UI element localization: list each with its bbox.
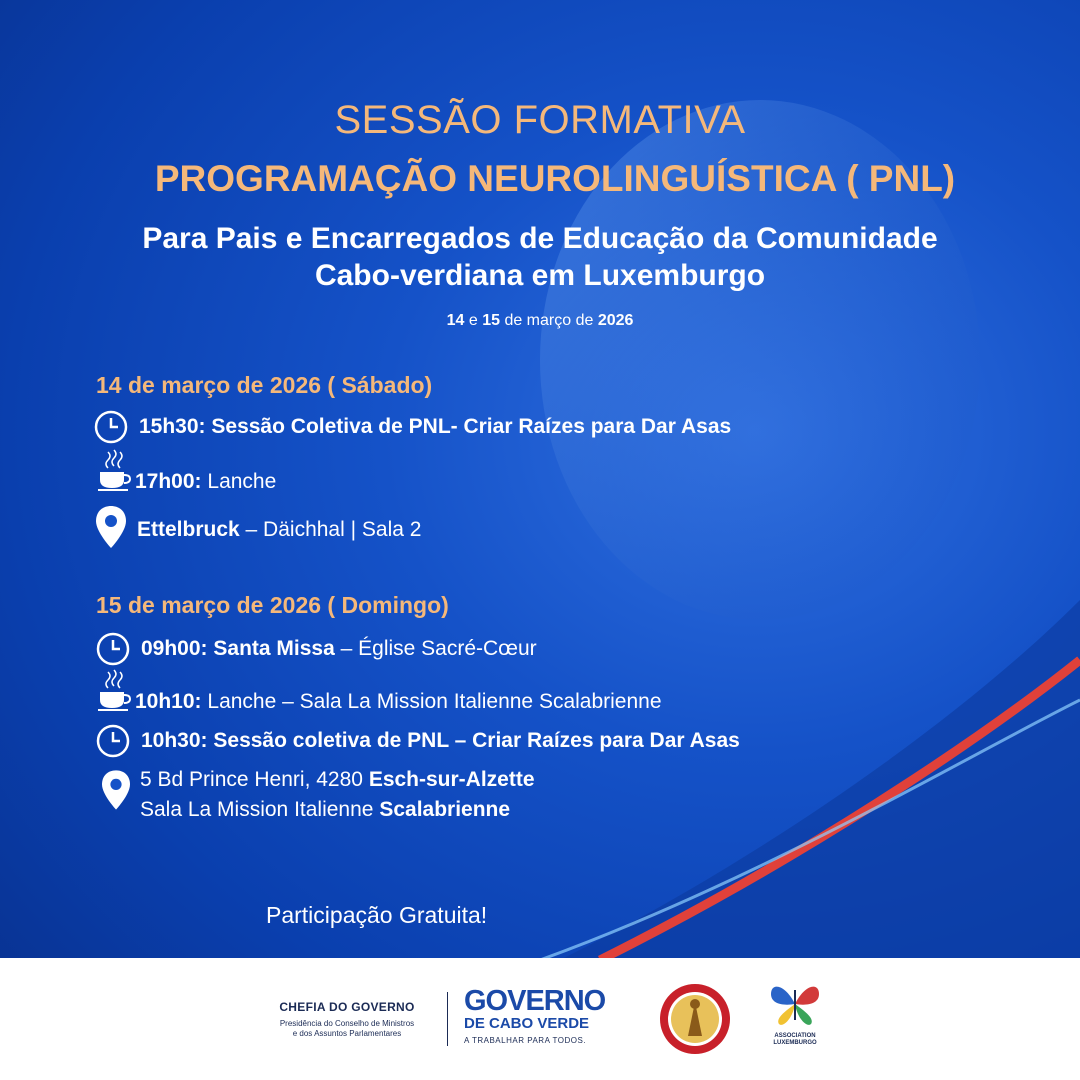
day2-item-1-text: – Église Sacré-Cœur [340,637,537,660]
day2-location-venue-bold: Scalabrienne [379,798,511,821]
free-participation: Participação Gratuita! [266,902,488,928]
day2-location-address: 5 Bd Prince Henri, 4280 [140,768,363,791]
apadoc-text-2: LUXEMBURGO [773,1040,817,1046]
coffee-cup-icon [96,668,132,712]
day2-item-3 [141,729,740,753]
day2-location-line-1 [140,768,535,792]
governo-slogan: A TRABALHAR PARA TODOS. [464,1036,587,1045]
day2-item-2-time: 10h10: [135,690,202,713]
governo-de: DE [464,1015,485,1032]
day2-item-3-time: 10h30: [141,729,208,752]
date-and: e [468,312,478,329]
day1-item-1-text: Sessão Coletiva de PNL- Criar Raízes para Dar Asas [211,415,732,438]
clock-icon [96,632,130,666]
day2-item-3-text: Sessão coletiva de PNL – Criar Raízes para Dar Asas [213,729,740,752]
day1-item-2-time: 17h00: [135,470,202,493]
governo-cabo-verde: CABO VERDE [489,1015,590,1032]
day1-location [137,518,421,542]
chefia-subtitle [262,1019,432,1039]
chefia-sub-2: e dos Assuntos Parlamentares [292,1029,402,1038]
map-pin-icon [96,506,126,548]
apadoc-text-1: ASSOCIATION [774,1033,816,1039]
day1-item-1-time: 15h30: [139,415,206,438]
day1-item-2-text: Lanche [207,470,277,493]
chefia-sub-1: Presidência do Conselho de Ministros [279,1019,415,1028]
coffee-cup-icon [96,448,132,492]
date-month: de março de [504,312,594,329]
butterfly-icon [767,980,823,1028]
red-seal-logo [658,982,732,1056]
day2-item-1-bold: Santa Missa [213,637,335,660]
audience-title [0,220,1080,294]
day2-item-2-text: Lanche – Sala La Mission Italienne Scalabrienne [207,690,662,713]
audience-line-2: Cabo-verdiana em Luxemburgo [314,259,766,292]
chefia-title: CHEFIA DO GOVERNO [279,1000,415,1014]
day1-item-1 [139,415,731,439]
program-title: PROGRAMAÇÃO NEUROLINGUÍSTICA ( PNL) [154,158,956,199]
day2-title: 15 de março de 2026 ( Domingo) [96,592,449,618]
clock-icon [96,724,130,758]
day1-item-2 [135,470,276,494]
footer-logos [0,958,1080,1080]
date-year: 2026 [597,312,634,329]
map-pin-icon [102,770,130,810]
day2-item-2 [135,690,662,714]
apadoc-logo [764,980,826,1047]
day1-title: 14 de março de 2026 ( Sábado) [96,372,433,398]
logo-divider [447,992,448,1046]
date-end: 15 [482,312,500,329]
clock-icon [94,410,128,444]
governo-logo [464,986,624,1045]
day2-item-1 [141,637,537,661]
audience-line-1: Para Pais e Encarregados de Educação da Comunidade [142,222,938,255]
day2-location-line-2 [140,798,510,822]
date-start: 14 [446,312,465,329]
governo-country [464,1016,624,1032]
day1-location-city: Ettelbruck [137,518,240,541]
day2-location-venue: Sala La Mission Italienne [140,798,374,821]
day2-item-1-time: 09h00: [141,637,208,660]
day2-location-city: Esch-sur-Alzette [368,768,535,791]
governo-word: GOVERNO [464,985,606,1017]
event-dates [0,312,1080,330]
session-title: SESSÃO FORMATIVA [334,98,746,142]
chefia-logo [262,1000,432,1039]
day1-location-rest: – Däichhal | Sala 2 [245,518,422,541]
